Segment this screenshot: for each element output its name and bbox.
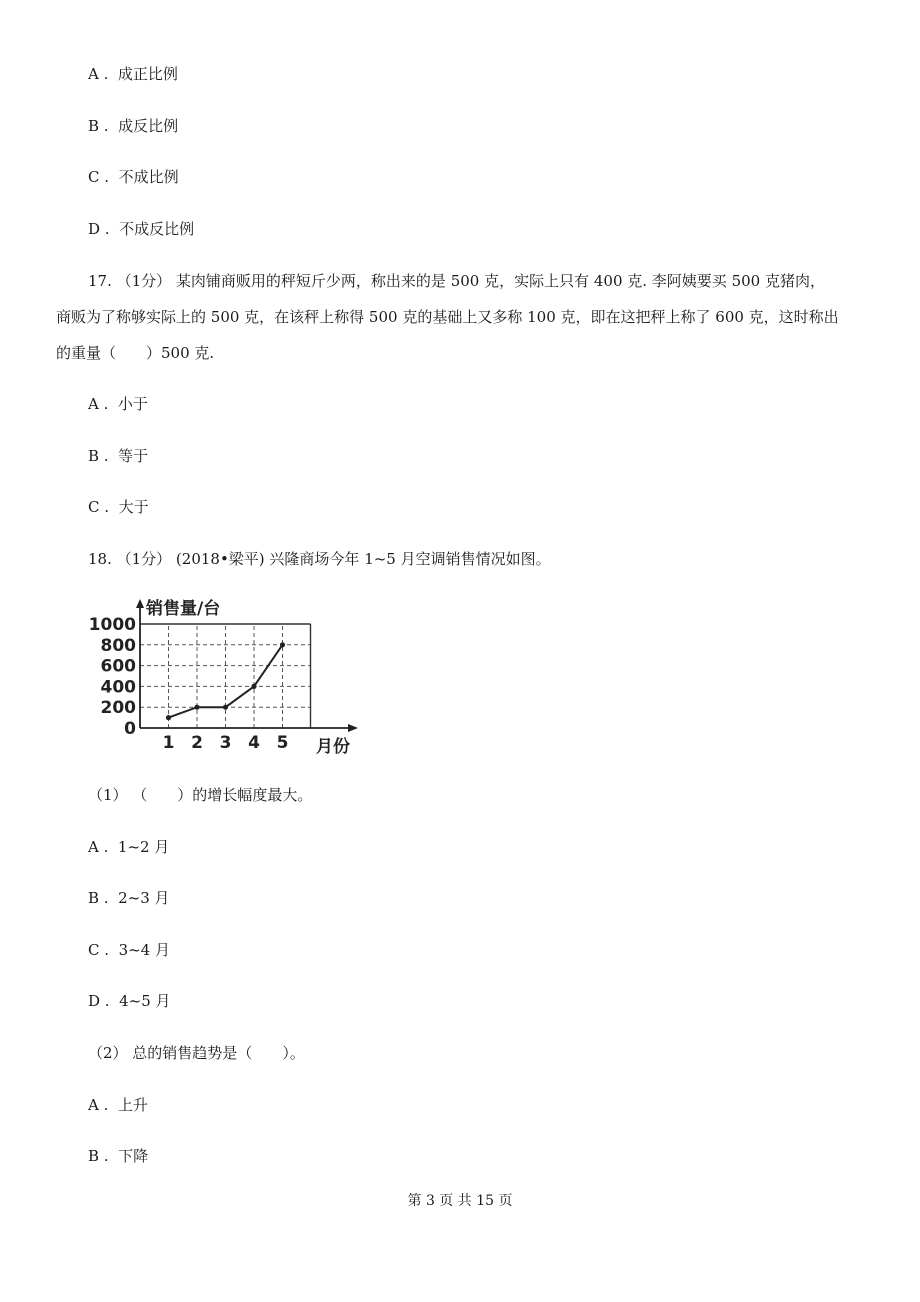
x-axis-label: 月份: [316, 737, 350, 757]
q17-option-b[interactable]: B . 等于: [88, 447, 149, 465]
option-letter: B: [88, 117, 100, 135]
option-text: 4~5 月: [119, 992, 171, 1010]
option-c[interactable]: C . 不成比例: [88, 168, 179, 186]
q18-sub1-option-c[interactable]: C . 3~4 月: [88, 941, 170, 959]
option-text: 3~4 月: [118, 941, 170, 959]
x-tick-label: 2: [191, 733, 203, 753]
q18-sub2-stem: （2） 总的销售趋势是（ ）。: [88, 1044, 305, 1062]
x-axis-arrow: [348, 724, 358, 732]
option-text: 上升: [117, 1096, 148, 1114]
option-letter: A: [88, 395, 99, 413]
option-letter: A: [88, 838, 99, 856]
data-point: [166, 715, 171, 720]
q18-sub1-option-a[interactable]: A . 1~2 月: [88, 838, 170, 856]
q17-stem-line1: 17. （1分） 某肉铺商贩用的秤短斤少两，称出来的是 500 克，实际上只有 400 克. 李阿姨要买 500 克猪肉，: [88, 272, 825, 290]
option-text: 小于: [117, 395, 148, 413]
option-text: 成反比例: [118, 117, 179, 135]
option-text: 下降: [118, 1147, 149, 1165]
option-b[interactable]: B . 成反比例: [88, 117, 179, 135]
option-d[interactable]: D . 不成反比例: [88, 220, 195, 238]
y-tick-label: 0: [124, 719, 136, 739]
option-text: 1~2 月: [117, 838, 170, 856]
q18-sub1-option-d[interactable]: D . 4~5 月: [88, 992, 171, 1010]
option-text: 成正比例: [117, 65, 178, 83]
data-point: [280, 642, 285, 647]
option-text: 不成比例: [118, 168, 179, 186]
option-text: 2~3 月: [118, 889, 170, 907]
y-axis-arrow: [136, 599, 144, 608]
y-tick-label: 400: [100, 677, 136, 698]
option-text: 大于: [118, 498, 149, 516]
q17-option-a[interactable]: A . 小于: [88, 395, 148, 413]
y-axis-label: 销售量/台: [146, 599, 221, 619]
page-footer: 第 3 页 共 15 页: [407, 1193, 513, 1209]
y-tick-label: 600: [100, 656, 136, 677]
option-letter: B: [88, 1147, 100, 1165]
y-tick-label: 800: [100, 635, 136, 656]
option-letter: A: [88, 1096, 99, 1114]
option-letter: B: [88, 889, 100, 907]
q18-sub1-option-b[interactable]: B . 2~3 月: [88, 889, 170, 907]
option-letter: D: [88, 220, 101, 238]
option-letter: A: [88, 65, 99, 83]
x-tick-label: 3: [219, 733, 232, 753]
option-a[interactable]: A . 成正比例: [88, 65, 178, 83]
q18-sub2-option-a[interactable]: A . 上升: [88, 1096, 148, 1114]
option-letter: D: [88, 992, 101, 1010]
y-tick-label: 200: [100, 698, 136, 719]
q18-sub2-option-b[interactable]: B . 下降: [88, 1147, 149, 1165]
q17-option-c[interactable]: C . 大于: [88, 498, 149, 516]
option-text: 不成反比例: [119, 220, 195, 238]
data-point: [194, 705, 199, 710]
option-letter: B: [88, 447, 100, 465]
option-text: 等于: [118, 447, 149, 465]
option-letter: C: [88, 941, 100, 959]
option-letter: C: [88, 168, 100, 186]
x-tick-label: 5: [276, 733, 289, 753]
x-tick-label: 1: [162, 733, 175, 753]
q17-stem-line2: 商贩为了称够实际上的 500 克，在该秤上称得 500 克的基础上又多称 100 克，即在这把秤上称了 600 克，这时称出: [56, 308, 839, 326]
q18-stem: 18. （1分） (2018•梁平) 兴隆商场今年 1~5 月空调销售情况如图。: [88, 550, 551, 568]
option-letter: C: [88, 498, 100, 516]
x-tick-label: 4: [248, 733, 260, 753]
sales-line-chart: [88, 596, 363, 758]
data-point: [251, 684, 256, 689]
q17-stem-line3: 的重量（ ）500 克.: [56, 344, 215, 362]
y-tick-label: 1000: [88, 615, 136, 635]
data-point: [223, 705, 228, 710]
q18-sub1-stem: （1） （ ）的增长幅度最大。: [88, 786, 313, 804]
